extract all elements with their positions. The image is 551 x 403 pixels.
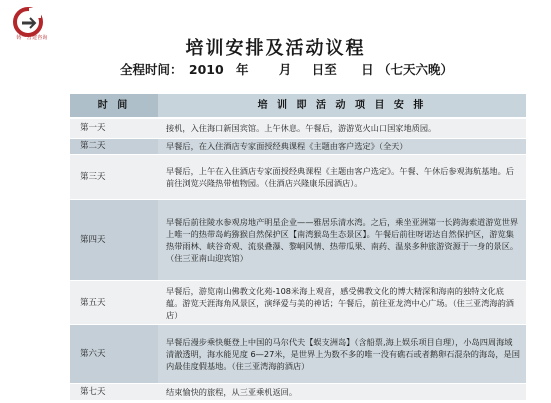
activity-cell: 早餐后漫步乘快艇登上中国的马尔代夫【蜈支洲岛】（含船票,海上娱乐项目自理），小岛四周海域清澈透明，海水能见度 6—27米，是世界上为数不多的唯一没有礁石或者鹅卵石混杂的海岛，是国内最佳度假基地。（住三亚湾海韵酒店） — [158, 325, 526, 384]
activity-cell: 早餐后，上午在入住酒店专家面授经典课程《主题由客户选定》。午餐、午休后参观海航基地。后前往浏览兴隆热带植物园。（住酒店兴隆康乐园酒店）。 — [158, 155, 526, 200]
table-row — [70, 118, 526, 138]
schedule-year: 2010 — [188, 62, 224, 77]
schedule-table — [70, 94, 526, 400]
table-row — [70, 325, 526, 384]
day-cell: 第六天 — [70, 325, 158, 384]
logo-caption: 铸一营建咨询 — [16, 35, 48, 41]
schedule-label: 全程时间： — [120, 62, 183, 77]
table-row — [70, 280, 526, 325]
day-cell: 第三天 — [70, 155, 158, 200]
activity-cell: 结束愉快的旅程，从三亚乘机返回。 — [158, 384, 526, 400]
table-row — [70, 199, 526, 280]
header-time: 时 间 — [70, 94, 158, 118]
activity-cell: 接机，入住海口新国宾馆。上午休息。午餐后，游游览火山口国家地质园。 — [158, 118, 526, 138]
day-cell: 第二天 — [70, 138, 158, 154]
day-cell: 第一天 — [70, 118, 158, 138]
activity-cell: 早餐后，在入住酒店专家面授经典课程《主题由客户选定》（全天） — [158, 138, 526, 154]
schedule-day-from: 日至 — [311, 62, 337, 77]
header-activities: 培 训 即 活 动 项 目 安 排 — [158, 94, 526, 118]
day-cell: 第七天 — [70, 384, 158, 400]
schedule-year-unit: 年 — [236, 62, 249, 77]
day-cell: 第四天 — [70, 199, 158, 280]
schedule-day-to: 日 — [361, 62, 374, 77]
schedule-duration: （七天六晚） — [378, 62, 454, 77]
table-row — [70, 384, 526, 400]
table-header-row — [70, 94, 526, 118]
day-cell: 第五天 — [70, 280, 158, 325]
schedule-line — [120, 60, 454, 78]
table-row — [70, 155, 526, 200]
table-row — [70, 138, 526, 154]
page-title: 培训安排及活动议程 — [185, 38, 366, 59]
schedule-month-unit: 月 — [278, 62, 292, 77]
activity-cell: 早餐后，游览南山佛教文化苑-108米海上观音，感受佛教文化的博大精深和海南的独特文化底蕴。游览天涯海角风景区，演绎爱与美的神话；午餐后，前往亚龙湾中心广场。（住三亚湾海韵酒店） — [158, 280, 526, 325]
activity-cell: 早餐后前往陵水参观房地产明星企业——雅居乐清水湾。之后，乘坐亚洲第一长跨海索道游览世界上唯一的热带岛屿猕猴自然保护区【南湾猴岛生态景区】。午餐后前往呀诺达自然保护区，游览集热带雨林、峡谷奇观、流泉叠瀑、黎峒风情、热带瓜果、南药、温泉多种旅游资源于一身的景区。（住三亚南山迎宾馆） — [158, 199, 526, 280]
